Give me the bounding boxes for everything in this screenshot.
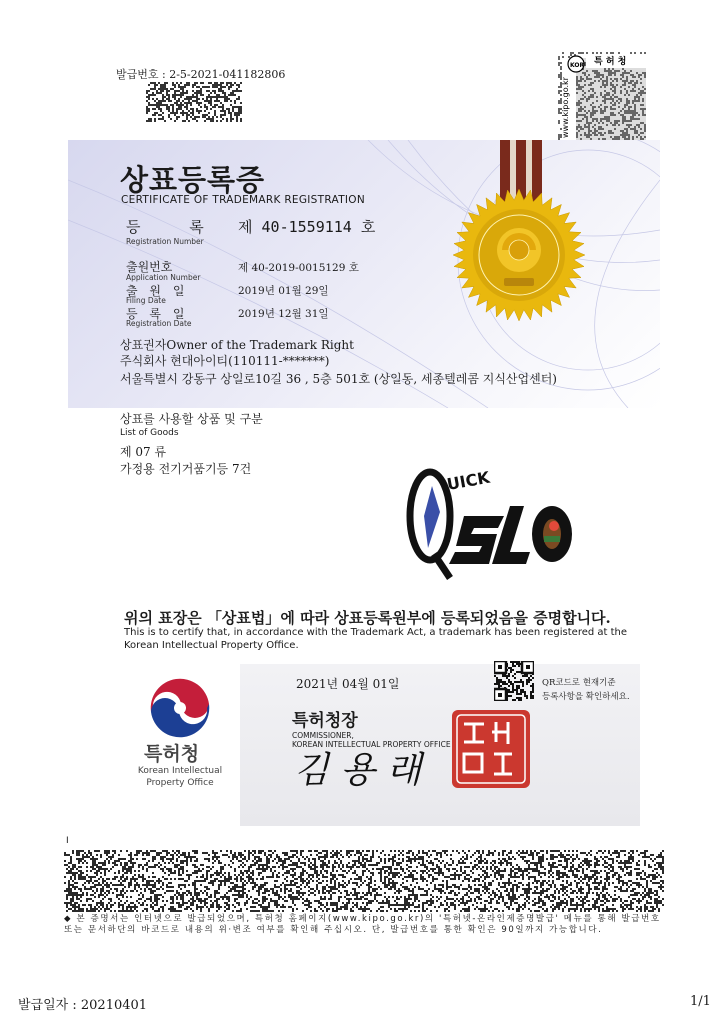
svg-text:UICK: UICK: [445, 467, 492, 494]
qr-code-icon: [494, 661, 534, 701]
commissioner-en-line1: COMMISSIONER,: [292, 731, 354, 740]
issue-barcode: [146, 82, 242, 122]
issue-date: 2021년 04월 01일: [296, 677, 400, 691]
gold-seal-icon: [450, 186, 588, 324]
registration-date-label: 등 록 일: [126, 307, 189, 321]
kor-badge: KOR: [570, 62, 585, 69]
commissioner-signature: [290, 740, 450, 794]
application-label-en: Application Number: [126, 273, 201, 282]
filing-date: 2019년 01월 29일: [238, 285, 329, 297]
goods-label: 상표를 사용할 상품 및 구분: [120, 412, 263, 426]
certificate-title-ko: 상표등록증: [120, 163, 266, 197]
application-number: 제 40-2019-0015129 호: [238, 262, 359, 274]
footer-page-number: 1/1: [690, 994, 711, 1009]
kipo-stamp-corner: [558, 52, 648, 142]
registration-date-label-en: Registration Date: [126, 319, 192, 328]
application-label: 출원번호: [126, 260, 173, 274]
certification-statement-ko: 위의 표장은 「상표법」에 따라 상표등록원부에 등록되었음을 증명합니다.: [124, 609, 611, 627]
goods-class: 제 07 류: [120, 445, 167, 459]
certificate-title-en: CERTIFICATE OF TRADEMARK REGISTRATION: [121, 194, 366, 206]
qr-note-line1: QR코드로 현재기준: [542, 678, 616, 688]
notice-mark: I: [66, 836, 69, 846]
official-red-seal-icon: [448, 706, 534, 792]
trademark-logo-image: [404, 456, 576, 580]
owner-address: 서울특별시 강동구 상일로10길 36 , 5층 501호 (상일동, 세종텔레콤 지식산업센터): [120, 372, 557, 386]
verification-notice: ◆ 본 증명서는 인터넷으로 발급되었으며, 특허청 홈페이지(www.kipo.go.kr)의 '특허넷-온라인제증명발급' 메뉴를 통해 발급번호 또는 문서하단의 바코드로 내용의 위·변조 여부를 확인해 주십시오. 단, 발급번호를 통한 확인은 90일까지 가능합니다.: [64, 914, 661, 935]
registration-number: 제 40-1559114 호: [238, 218, 376, 236]
issue-number: 발급번호 : 2-5-2021-041182806: [116, 68, 286, 81]
document-barcode: [64, 850, 664, 912]
kipo-corner-label: 특 허 청: [594, 57, 627, 67]
registration-date: 2019년 12월 31일: [238, 308, 329, 320]
trademark-text: QUICKSLO: [404, 456, 410, 457]
qr-note: [542, 676, 630, 704]
kipo-name-en: Korean Intellectual Property Office: [137, 766, 223, 788]
footer-issue-date: 발급일자 : 20210401: [18, 998, 148, 1013]
owner-label: 상표권자Owner of the Trademark Right: [120, 338, 354, 352]
certification-statement-en: This is to certify that, in accordance with the Trademark Act, a trademark has been registered at the Korean Intellectual Property Office.: [124, 627, 628, 651]
registration-label-en: Registration Number: [126, 237, 204, 246]
qr-note-line2: 등록사항을 확인하세요.: [542, 692, 630, 702]
kipo-url-text: www.kipo.go.kr: [561, 77, 570, 138]
goods-label-en: List of Goods: [120, 428, 179, 438]
owner-name: 주식회사 현대아이티(110111-*******): [120, 354, 330, 368]
commissioner-title: 특허청장: [292, 711, 358, 731]
commissioner-name: 김 용 래: [294, 750, 422, 791]
kipo-taegeuk-icon: [143, 674, 217, 738]
commissioner-en-line2: KOREAN INTELLECTUAL PROPERTY OFFICE: [292, 740, 451, 749]
kipo-name-ko: 특허청: [144, 743, 200, 765]
goods-items: 가정용 전기거품기등 7건: [120, 462, 252, 476]
filing-date-label-en: Filing Date: [126, 296, 166, 305]
registration-label: 등 록: [126, 218, 226, 236]
filing-date-label: 출 원 일: [126, 284, 189, 298]
